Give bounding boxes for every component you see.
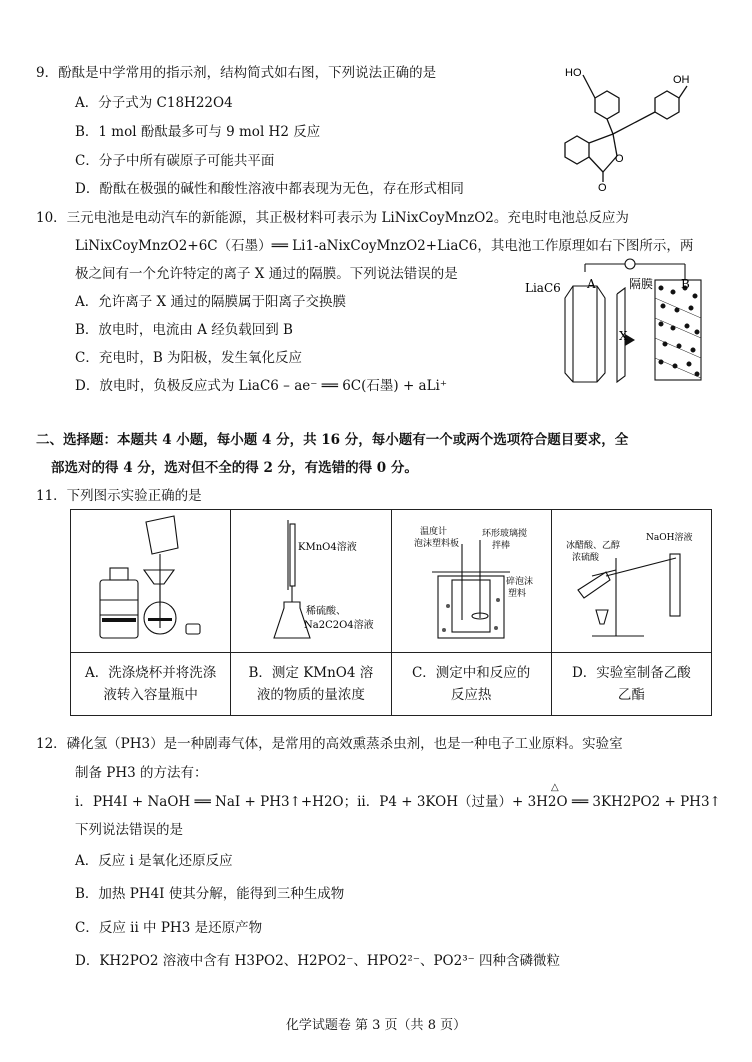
q12-option-a: A．反应 i 是氧化还原反应: [75, 853, 233, 869]
membrane-label: 隔膜: [629, 277, 654, 291]
q10-stem-line1: 10．三元电池是电动汽车的新能源，其正极材料可表示为 LiNixCoyMnzO2。充电时电池总反应为: [36, 210, 629, 226]
na2c2o4-label: Na2C2O4溶液: [303, 620, 374, 631]
kmno4-label: KMnO4溶液: [297, 542, 357, 553]
q12-option-c: C．反应 ii 中 PH3 是还原产物: [75, 920, 263, 936]
q11-figure-c: [391, 510, 551, 653]
caption-c-line1: C．测定中和反应的: [411, 665, 531, 681]
heat-symbol: △: [551, 782, 559, 793]
q11-stem: 11．下列图示实验正确的是: [36, 488, 202, 504]
phenolphthalein-structure-figure: [555, 58, 715, 198]
transfer-apparatus-icon: [72, 510, 230, 648]
q11-caption-a: [71, 653, 231, 716]
q9-option-a: A．分子式为 C18H22O4: [75, 95, 233, 111]
q10-option-d: D．放电时，负极反应式为 LiaC6 – ae⁻ ══ 6C(石墨) + aLi⁺: [75, 378, 448, 394]
stirrer-label: 环形玻璃搅: [482, 529, 528, 539]
electrode-b-label: B: [681, 277, 690, 291]
foam-label-2: 塑料: [508, 589, 527, 599]
q11-figure-d: [551, 510, 711, 653]
q10-option-b: B．放电时，电流由 A 经负载回到 B: [75, 322, 293, 338]
calorimeter-apparatus-icon: [392, 510, 550, 648]
section2-heading-line1: 二、选择题：本题共 4 小题，每小题 4 分，共 16 分，每小题有一个或两个选项符合题目要求，全: [36, 432, 629, 448]
reagent-label-2: 浓硫酸: [572, 553, 600, 563]
ho-label: HO: [565, 67, 582, 79]
q11-figure-table: [70, 509, 712, 716]
q10-option-a: A．允许离子 X 通过的隔膜属于阳离子交换膜: [75, 294, 346, 310]
thermometer-label: 温度计: [420, 527, 448, 537]
section2-heading-line2: 部选对的得 4 分，选对但不全的得 2 分，有选错的得 0 分。: [51, 460, 418, 476]
caption-a-line2: 液转入容量瓶中: [103, 687, 198, 703]
ion-x-label: X: [619, 329, 628, 343]
q11-figure-a: [71, 510, 231, 653]
foam-label: 碎泡沫: [506, 577, 534, 587]
keto-oxygen-label: O: [598, 182, 607, 194]
caption-d-line2: 乙酯: [617, 687, 645, 703]
q9-option-d: D．酚酞在极强的碱性和酸性溶液中都表现为无色，存在形式相同: [75, 181, 464, 197]
q12-option-b: B．加热 PH4I 使其分解，能得到三种生成物: [75, 886, 345, 902]
titration-apparatus-icon: [232, 510, 390, 648]
caption-a-line1: A．洗涤烧杯并将洗涤: [85, 665, 217, 681]
stirrer-label-2: 拌棒: [492, 541, 511, 551]
lia-c6-label: LiaC6: [525, 281, 561, 295]
q9-stem: 9．酚酞是中学常用的指示剂，结构简式如右图，下列说法正确的是: [36, 65, 437, 81]
q9-option-b: B．1 mol 酚酞最多可与 9 mol H2 反应: [75, 124, 321, 140]
electrode-a-label: A: [587, 277, 596, 291]
q11-figure-b: [231, 510, 391, 653]
q10-stem-line3: 极之间有一个允许特定的离子 X 通过的隔膜。下列说法错误的是: [75, 266, 458, 282]
reagent-label: 冰醋酸、乙醇: [566, 541, 621, 551]
q12-stem-line2: 制备 PH3 的方法有：: [75, 765, 208, 781]
q11-caption-d: [551, 653, 711, 716]
q10-stem-line2: LiNixCoyMnzO2+6C（石墨）══ Li1-aNixCoyMnzO2+LiaC6，其电池工作原理如右下图所示，两: [75, 238, 694, 254]
q12-option-d: D．KH2PO2 溶液中含有 H3PO2、H2PO2⁻、HPO2²⁻、PO2³⁻ 四种含磷微粒: [75, 953, 561, 969]
naoh-label: NaOH溶液: [646, 533, 693, 543]
caption-b-line1: B．测定 KMnO4 溶: [248, 665, 374, 681]
caption-d-line1: D．实验室制备乙酸: [571, 665, 691, 681]
q12-equations: i．PH4I + NaOH ══ NaI + PH3↑+H2O；ii．P4 + 3KOH（过量）+ 3H2O ══ 3KH2PO2 + PH3↑: [75, 794, 721, 810]
page-footer: 化学试题卷 第 3 页（共 8 页）: [285, 1018, 467, 1033]
q9-option-c: C．分子中所有碳原子可能共平面: [75, 153, 275, 169]
acid-label: 稀硫酸、: [305, 606, 346, 617]
q12-stem-line3: 下列说法错误的是: [75, 822, 183, 838]
q11-caption-c: [391, 653, 551, 716]
caption-b-line2: 液的物质的量浓度: [256, 687, 365, 703]
q10-option-c: C．充电时，B 为阳极，发生氧化反应: [75, 350, 303, 366]
esterification-apparatus-icon: [552, 510, 710, 648]
ring-oxygen-label: O: [615, 153, 624, 165]
q11-caption-b: [231, 653, 391, 716]
oh-label: OH: [673, 74, 690, 86]
battery-diagram: [525, 258, 715, 388]
q12-stem-line1: 12．磷化氢（PH3）是一种剧毒气体，是常用的高效熏蒸杀虫剂，也是一种电子工业原料。实验室: [36, 736, 623, 752]
foam-board-label: 泡沫塑料板: [414, 539, 460, 549]
caption-c-line2: 反应热: [450, 687, 492, 703]
